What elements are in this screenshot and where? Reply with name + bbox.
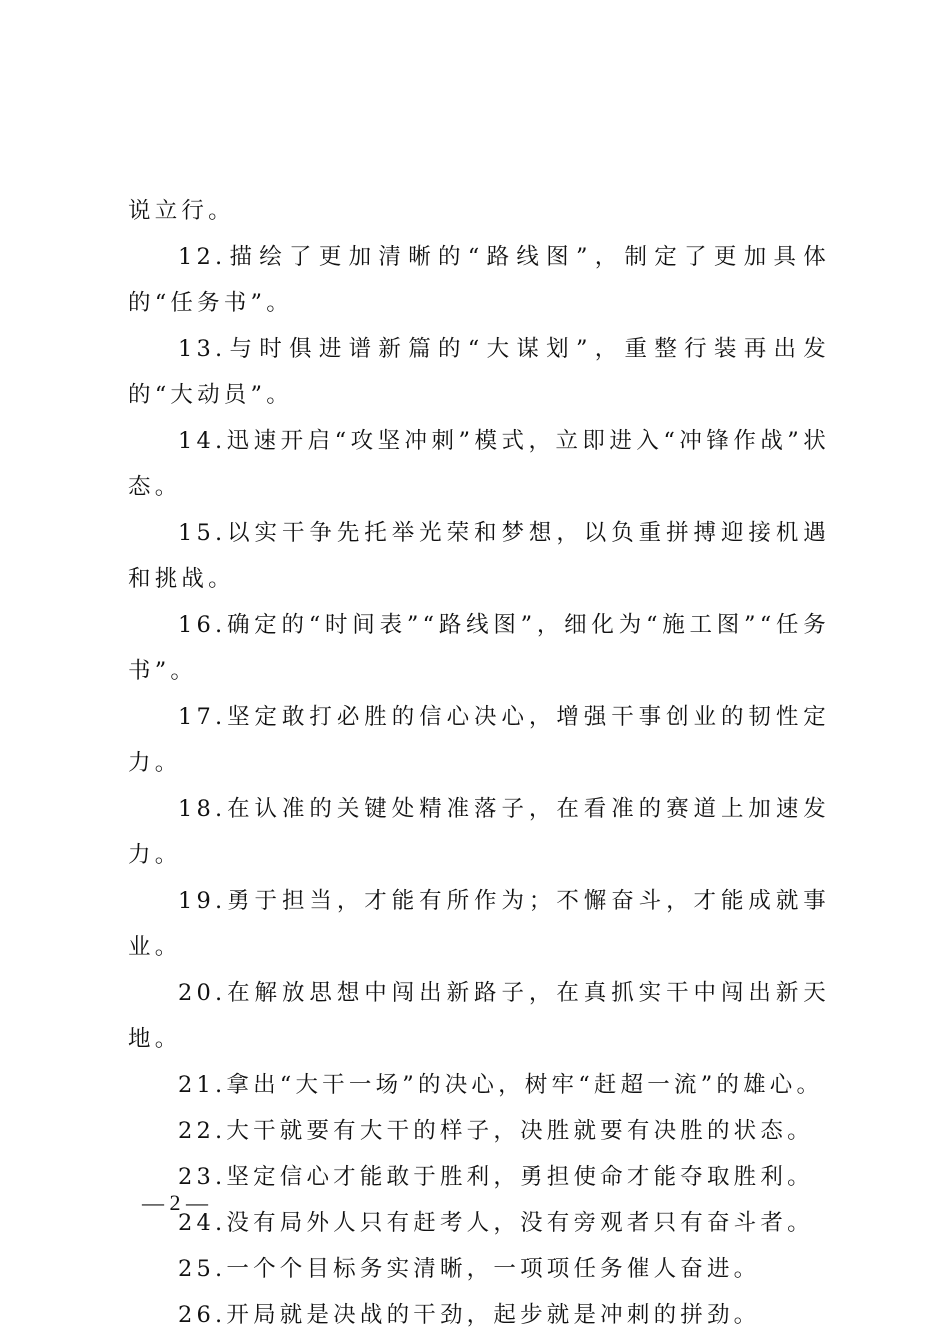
- paragraph-item-12: 12.描绘了更加清晰的“路线图”，制定了更加具体的“任务书”。: [128, 244, 830, 316]
- paragraph-item-19: 19.勇于担当，才能有所作为；不懈奋斗，才能成就事业。: [128, 888, 830, 960]
- page-number: — 2 —: [142, 1190, 208, 1215]
- paragraph-item-21: 21.拿出“大干一场”的决心，树牢“赶超一流”的雄心。: [178, 1072, 824, 1098]
- paragraph-item-18: 18.在认准的关键处精准落子，在看准的赛道上加速发力。: [128, 796, 830, 868]
- paragraph-item-16: 16.确定的“时间表”“路线图”，细化为“施工图”“任务书”。: [128, 612, 830, 684]
- paragraph-item-22: 22.大干就要有大干的样子，决胜就要有决胜的状态。: [178, 1118, 814, 1144]
- paragraph-item-25: 25.一个个目标务实清晰，一项项任务催人奋进。: [178, 1256, 761, 1282]
- paragraph-item-14: 14.迅速开启“攻坚冲刺”模式，立即进入“冲锋作战”状态。: [128, 428, 830, 500]
- paragraph-item-15: 15.以实干争先托举光荣和梦想，以负重拼搏迎接机遇和挑战。: [128, 520, 830, 592]
- paragraph-continuation: 说立行。: [128, 198, 235, 224]
- paragraph-item-17: 17.坚定敢打必胜的信心决心，增强干事创业的韧性定力。: [128, 704, 830, 776]
- paragraph-item-24: 24.没有局外人只有赶考人，没有旁观者只有奋斗者。: [178, 1210, 814, 1236]
- document-body: [128, 188, 830, 1338]
- paragraph-item-20: 20.在解放思想中闯出新路子，在真抓实干中闯出新天地。: [128, 980, 830, 1052]
- paragraph-item-13: 13.与时俱进谱新篇的“大谋划”，重整行装再出发的“大动员”。: [128, 336, 830, 408]
- paragraph-item-26: 26.开局就是决战的干劲，起步就是冲刺的拼劲。: [178, 1302, 761, 1328]
- paragraph-item-23: 23.坚定信心才能敢于胜利，勇担使命才能夺取胜利。: [178, 1164, 814, 1190]
